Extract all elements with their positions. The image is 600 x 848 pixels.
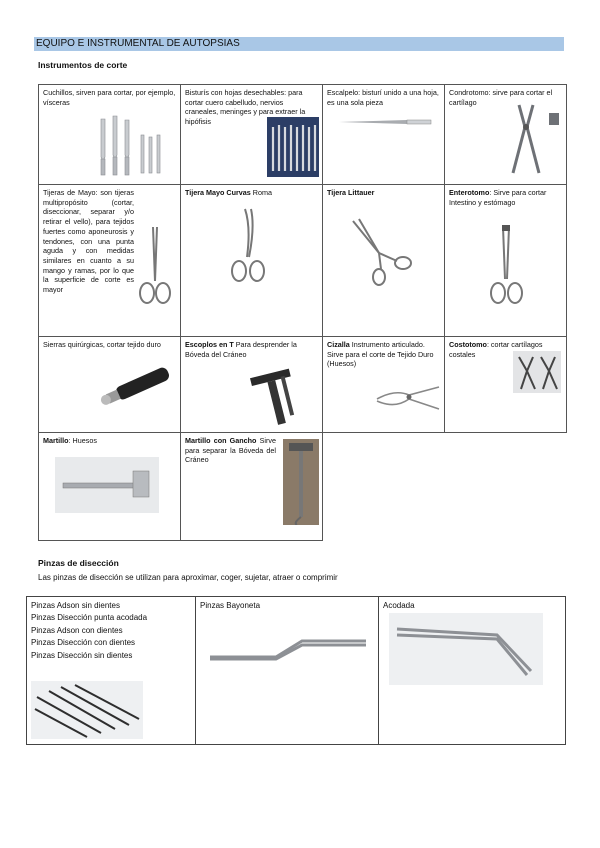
forceps-set-illustration: [31, 681, 143, 739]
enterotome-illustration: [487, 225, 527, 313]
section-heading-corte: Instrumentos de corte: [38, 60, 128, 70]
forceps-list-item: Pinzas Disección punta acodada: [31, 613, 148, 623]
cell-sierras: [39, 337, 181, 433]
cuchillos-text: Cuchillos, sirven para cortar, por ejemplo, vísceras: [43, 88, 176, 107]
escalpelo-text: Escalpelo: bisturí unido a una hoja, es una sola pieza: [327, 88, 439, 107]
cutting-instruments-table: [38, 84, 567, 541]
cell-littauer: [323, 185, 445, 337]
bisturis-text: Bisturís con hojas desechables: para cortar cuero cabelludo, nervios craneales, meninges y para extraer la hipófisis: [185, 88, 306, 127]
cell-costotomo: [445, 337, 567, 433]
cell-pinzas-list: [27, 597, 196, 745]
hammer-illustration: [55, 457, 159, 513]
hook-hammer-illustration: [283, 439, 319, 525]
cell-tijeras-mayo: [39, 185, 181, 337]
cell-cuchillos: [39, 85, 181, 185]
mayo-text: Tijeras de Mayo: son tijeras multipropósito (cortar, diseccionar, separar y/o retirar el vello), para tejidos fuertes como aponeurosis y tendones, con una punta aguda y con medidas similares en cuanto a su mango y ramas, por lo que la superficie de corte es mayor: [43, 188, 134, 295]
martillo-gancho-rest: Sirve para separar la Bóveda del Cráneo: [185, 436, 277, 465]
costotomo-rest: : cortar cartílagos costales: [449, 340, 543, 359]
escoplos-bold: Escoplos en T: [185, 340, 234, 349]
scalpel-illustration: [337, 115, 433, 129]
martillo-gancho-bold: Martillo con Gancho: [185, 436, 257, 445]
curved-scissors-illustration: [227, 207, 271, 291]
mayo-scissors-illustration: [137, 225, 173, 315]
cizalla-rest: Instrumento articulado. Sirve para el corte de Tejido Duro (Huesos): [327, 340, 434, 369]
scalpels-illustration: [267, 117, 319, 177]
cell-pinzas-acodada: [379, 597, 566, 745]
acodada-label: Acodada: [383, 601, 415, 610]
cell-cizalla: [323, 337, 445, 433]
escoplos-rest: Para desprender la Bóveda del Cráneo: [185, 340, 297, 359]
cell-bisturis: [181, 85, 323, 185]
bayoneta-label: Pinzas Bayoneta: [200, 601, 261, 610]
mayo-curvas-bold: Tijera Mayo Curvas: [185, 188, 251, 197]
mayo-curvas-rest: Roma: [250, 188, 272, 197]
costotomo-bold: Costotomo: [449, 340, 487, 349]
enterotomo-bold: Enterotomo: [449, 188, 490, 197]
cell-enterotomo: [445, 185, 567, 337]
diseccion-intro: Las pinzas de disección se utilizan para aproximar, coger, sujetar, atraer o comprimir: [38, 573, 338, 582]
forceps-table: [26, 596, 566, 745]
t-chisel-illustration: [241, 363, 307, 429]
sierras-text: Sierras quirúrgicas, cortar tejido duro: [43, 340, 161, 349]
condrotomo-text: Condrotomo: sirve para cortar el cartílago: [449, 88, 553, 107]
enterotomo-rest: : Sirve para cortar Intestino y estómago: [449, 188, 547, 207]
cell-escoplos: [181, 337, 323, 433]
costotome-illustration: [513, 351, 561, 393]
chondrotome-illustration: [499, 99, 565, 179]
bayonet-forceps-illustration: [206, 629, 370, 669]
forceps-list-item: Pinzas Adson sin dientes: [31, 601, 120, 610]
section-heading-diseccion: Pinzas de disección: [38, 558, 119, 568]
cell-martillo: [39, 433, 181, 541]
angled-forceps-illustration: [389, 613, 543, 685]
cell-mayo-curvas: [181, 185, 323, 337]
littauer-scissors-illustration: [347, 217, 415, 289]
knives-illustration: [89, 115, 169, 179]
cell-condrotomo: [445, 85, 567, 185]
surgical-saw-illustration: [97, 359, 177, 413]
bone-shears-illustration: [375, 381, 441, 413]
martillo-rest: : Huesos: [68, 436, 97, 445]
forceps-list-item: Pinzas Disección con dientes: [31, 638, 136, 648]
document-title: EQUIPO E INSTRUMENTAL DE AUTOPSIAS: [34, 37, 564, 51]
littauer-label: Tijera Littauer: [327, 188, 375, 197]
cell-escalpelo: [323, 85, 445, 185]
forceps-list-item: Pinzas Disección sin dientes: [31, 650, 133, 660]
cell-martillo-gancho: [181, 433, 323, 541]
cizalla-bold: Cizalla: [327, 340, 350, 349]
martillo-bold: Martillo: [43, 436, 69, 445]
forceps-list-item: Pinzas Adson con dientes: [31, 625, 123, 635]
cell-pinzas-bayoneta: [196, 597, 379, 745]
